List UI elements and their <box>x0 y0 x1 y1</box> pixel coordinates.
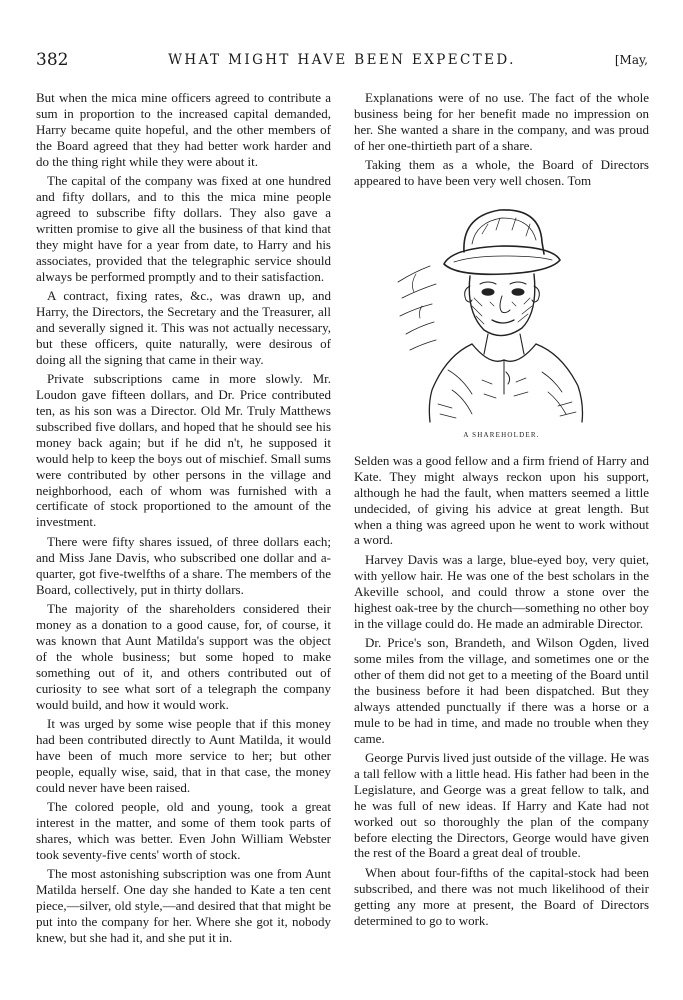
right-column <box>354 90 649 932</box>
paragraph: Dr. Price's son, Brandeth, and Wilson Ogden, lived some miles from the village, and sometimes one or the other of them did not get to a meeting of the Board until the business before it had been dispatched. But they always attended punctually if there was a horse or a mule to be had in time, and made no trouble when they came. <box>354 635 649 746</box>
paragraph: Harvey Davis was a large, blue-eyed boy, very quiet, with yellow hair. He was one of the best scholars in the Akeville school, and could throw a stone over the highest oak-tree by the church—something no other boy in the village could do. He made an admirable Director. <box>354 551 649 631</box>
paragraph: Selden was a good fellow and a firm friend of Harry and Kate. They might always reckon upon his support, although he had the fault, when matters seemed a little undecided, of giving his advice at great length. But when a thing was agreed upon he went to work without a word. <box>354 452 649 548</box>
paragraph: It was urged by some wise people that if this money had been contributed directly to Aunt Matilda, it would have been of much more service to her; but other people, equally wise, said, that in that case, the money could never have been raised. <box>36 716 331 795</box>
paragraph: The colored people, old and young, took a great interest in the matter, and some of them took parts of shares, which was better. Even John William Webster took seventy-five cents' worth of stock. <box>36 799 331 862</box>
shareholder-illustration <box>392 194 612 426</box>
illustration-figure <box>354 194 649 444</box>
paragraph: The most astonishing subscription was one from Aunt Matilda herself. One day she handed to Kate a ten cent piece,—silver, old style,—and desired that that might be put into the company for her. Where she got it, nobody knew, but she had it, and she put it in. <box>36 866 331 945</box>
paragraph: The capital of the company was fixed at one hundred and fifty dollars, and to this the mica mine people agreed to subscribe fifty dollars. They also gave a written promise to give all the business of that kind that they might have for a year from date, to Harry and his associates, provided that the telegraphic service should always be performed promptly and to their satisfaction. <box>36 173 331 284</box>
paragraph: A contract, fixing rates, &c., was drawn up, and Harry, the Directors, the Secretary and the Treasurer, all and severally signed it. This was not actually necessary, but these officers, quite naturally, were desirous of doing all the signing that came in their way. <box>36 288 331 367</box>
figure-caption: A SHAREHOLDER. <box>463 431 540 440</box>
paragraph: Taking them as a whole, the Board of Directors appeared to have been very well chosen. Tom <box>354 157 649 189</box>
paragraph: Private subscriptions came in more slowly. Mr. Loudon gave fifteen dollars, and Dr. Price contributed ten, as his son was a Director. Old Mr. Truly Matthews subscribed five dollars, and hoped that he should see his money back again; but if he did n't, he supposed it would help to keep the boys out of mischief. Small sums were contributed by other persons in the village and neighborhood, each of whom was furnished with a certificate of stock proportioned to the amount of the investment. <box>36 371 331 530</box>
running-month: [May, <box>614 53 648 67</box>
paragraph: Explanations were of no use. The fact of the whole business being for her benefit made no impression on her. She wanted a share in the company, and was proud of her one-thirtieth part of a share. <box>354 90 649 153</box>
paragraph: George Purvis lived just outside of the village. He was a tall fellow with a little head. His father had been in the Legislature, and George was a great fellow to talk, and he was full of new ideas. If Harry and Kate had not worked out so thoroughly the plan of the company before electing the Directors, George would have given the rest of the Board a great deal of trouble. <box>354 750 649 861</box>
running-title: WHAT MIGHT HAVE BEEN EXPECTED. <box>168 52 516 68</box>
running-header <box>36 50 648 70</box>
left-column <box>36 90 331 949</box>
paragraph: The majority of the shareholders considered their money as a donation to a good cause, for, of course, it was known that Aunt Matilda's support was the object of the whole business; but some hoped to make something out of it, and others contributed out of curiosity to see what sort of a telegraph the company would build, and how it would work. <box>36 601 331 712</box>
page-number: 382 <box>36 50 69 70</box>
paragraph: There were fifty shares issued, of three dollars each; and Miss Jane Davis, who subscribed one dollar and a-quarter, got five-twelfths of a share. The members of the Board, collectively, put in thirty dollars. <box>36 533 331 597</box>
paragraph: When about four-fifths of the capital-stock had been subscribed, and there was not much likelihood of their getting any more at present, the Board of Directors determined to go to work. <box>354 864 649 928</box>
paragraph: But when the mica mine officers agreed to contribute a sum in proportion to the increased capital demanded, Harry became quite hopeful, and the other members of the Board agreed that they had better work harder and do the thing right while they were about it. <box>36 90 331 169</box>
